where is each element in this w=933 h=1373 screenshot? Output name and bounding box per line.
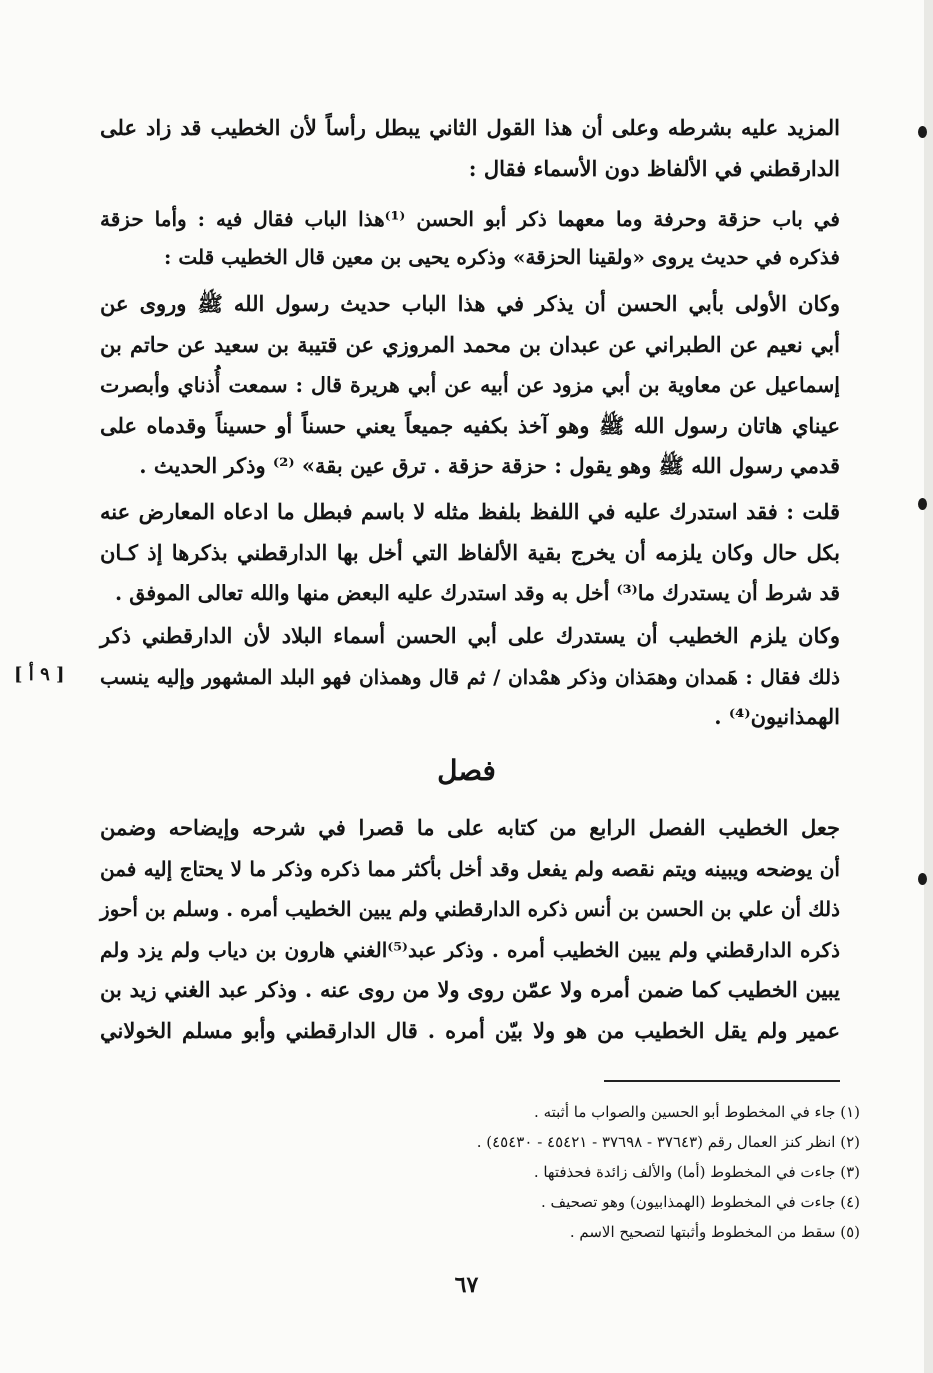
text-line: الهمذانيون⁽⁴⁾ . (714, 704, 840, 729)
binding-hole-bottom (918, 873, 927, 885)
paragraph-3 (100, 284, 840, 487)
text-line: إسماعيل عن معاوية بن أبي مزود عن أبيه عن أبي هريرة قال : سمعت أُذناي وأبصرت (100, 373, 840, 397)
paragraph-2-quote (100, 200, 840, 276)
section-body (100, 808, 840, 1051)
text-line: ذلك أن علي بن الحسن بن أنس ذكره الدارقطني ولم يبين الخطيب أمره . وسلم بن أحوز (100, 897, 840, 921)
page-number: ٦٧ (454, 1272, 479, 1298)
footnote: (٤) جاءت في المخطوط (الهمذابيون) وهو تصحيف . (541, 1193, 860, 1211)
footnotes (300, 1097, 860, 1247)
manuscript-folio-note: [ ٩ أ ] (14, 664, 65, 685)
binding-hole-top (918, 126, 927, 138)
section-heading: فصل (437, 754, 496, 787)
text-line: يبين الخطيب كما ضمن أمره ولا عمّن روى ولا من روى عنه . وذكر عبد الغني زيد بن (100, 977, 840, 1002)
text-line: عمير ولم يقل الخطيب من هو ولا بيّن أمره . قال الدارقطني وأبو مسلم الخولاني (100, 1017, 840, 1043)
text-line: وكان الأولى بأبي الحسن أن يذكر في هذا الباب حديث رسول الله ﷺ وروى عن (100, 291, 840, 316)
text-line: أبي نعيم عن الطبراني عن عبدان بن محمد المروزي عن قتيبة بن سعيد عن حاتم بن (100, 331, 840, 357)
footnote: (١) جاء في المخطوط أبو الحسين والصواب ما أثبته . (534, 1103, 860, 1121)
text-line: ذكره الدارقطني ولم يبين الخطيب أمره . وذكر عبد⁽⁵⁾الغني هارون بن دياب ولم يزد ولم (100, 937, 841, 962)
binding-hole-middle (918, 498, 927, 510)
text-line: قدمي رسول الله ﷺ وهو يقول : حزقة حزقة . ترق عين بقة» ⁽²⁾ وذكر الحديث . (139, 453, 840, 478)
footnote-separator (604, 1080, 840, 1082)
text-line: فذكره في حديث يروى «ولقينا الحزقة» وذكره يحيى بن معين قال الخطيب قلت : (164, 245, 840, 269)
text-line: قلت : فقد استدرك عليه في اللفظ بلفظ مثله لا باسم فبطل ما ادعاه المعارض عنه (100, 499, 840, 524)
text-line: المزيد عليه بشرطه وعلى أن هذا القول الثاني يبطل رأساً لأن الخطيب قد زاد على (100, 115, 840, 140)
text-line: بكل حال وكان يلزمه أن يخرج بقية الألفاظ التي أخل بها الدارقطني بذكرها إذ كـان (100, 539, 840, 565)
paragraph-5 (100, 616, 840, 738)
text-line: عيناي هاتان رسول الله ﷺ وهو آخذ بكفيه جميعاً يعني حسناً أو حسيناً وقدماه على (100, 412, 840, 438)
text-line: جعل الخطيب الفصل الرابع من كتابه على ما قصرا في شرحه وإيضاحه وضمن (100, 815, 840, 840)
footnote: (٣) جاءت في المخطوط (أما) والألف زائدة فحذفتها . (533, 1163, 860, 1181)
paragraph-1 (100, 108, 840, 189)
footnote: (٢) انظر كنز العمال رقم (٣٧٦٤٣ - ٣٧٦٩٨ - ٤٥٤٢١ - ٤٥٤٣٠) . (476, 1133, 860, 1151)
text-line: في باب حزقة وحرفة وما معهما ذكر أبو الحسن ⁽¹⁾هذا الباب فقال فيه : وأما حزقة (100, 207, 840, 231)
page-edge (924, 0, 933, 1373)
text-line: أن يوضحه ويبينه ويتم نقصه ولم يفعل وقد أخل بأكثر مما ذكره وذكر ما لا يحتاج إليه فمن (100, 856, 840, 881)
footnote: (٥) سقط من المخطوط وأثبتها لتصحيح الاسم . (569, 1223, 860, 1241)
text-line: الدارقطني في الألفاظ دون الأسماء فقال : (468, 155, 840, 181)
text-line: وكان يلزم الخطيب أن يستدرك على أبي الحسن أسماء البلاد لأن الدارقطني ذكر (100, 623, 840, 648)
text-line: قد شرط أن يستدرك ما⁽³⁾ أخل به وقد استدرك عليه البعض منها والله تعالى الموفق . (114, 581, 840, 605)
text-line: ذلك فقال : هَمدان وهمَذان وذكر همْدان / ثم قال وهمذان فهو البلد المشهور وإليه ينسب (100, 664, 840, 689)
paragraph-4 (100, 492, 840, 614)
